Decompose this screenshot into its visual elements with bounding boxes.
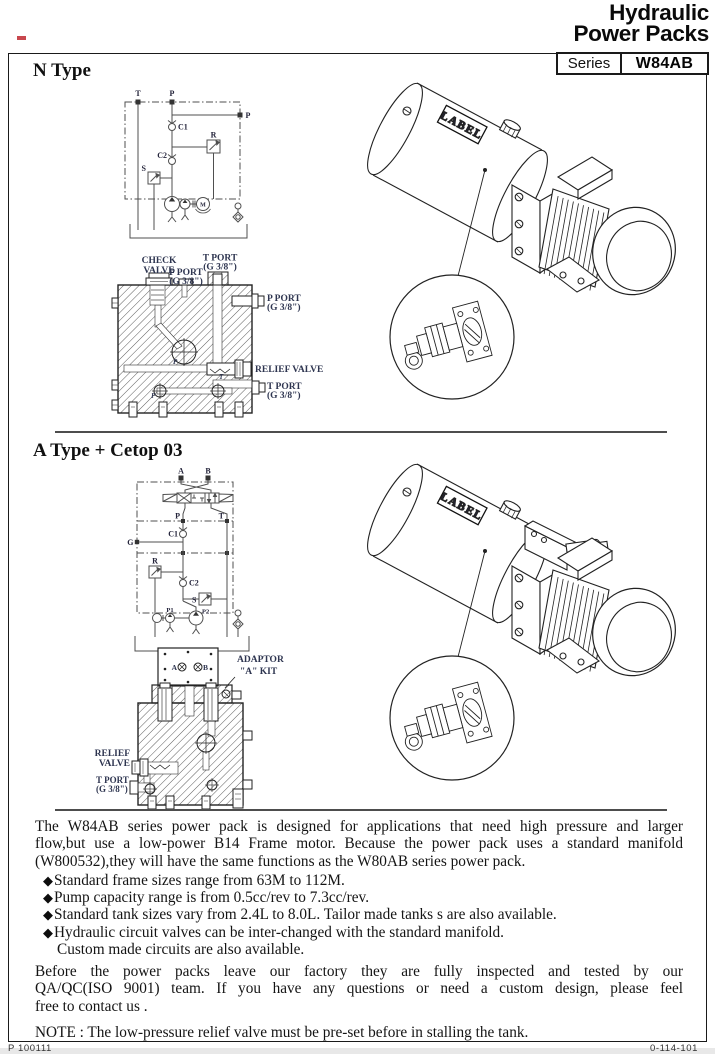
a-illus-detail-circle (390, 656, 514, 780)
n-manifold-block (112, 272, 265, 417)
n-circuit-label-p-right: P (245, 111, 251, 120)
bullet-text: Hydraulic circuit valves can be inter-changed with the standard manifold. (54, 923, 504, 941)
section-divider-2 (55, 809, 667, 811)
bullet-item (43, 889, 683, 906)
n-type-circuit-diagram (118, 84, 258, 244)
n-manifold-port-p: P (173, 358, 178, 366)
series-value: W84AB (635, 54, 694, 72)
a-illus-motor (539, 538, 688, 687)
page-title (573, 2, 709, 44)
bullet-text: Pump capacity range is from 0.5cc/rev to 7.3cc/rev. (54, 889, 370, 907)
n-illus-tank-label: LABEL (438, 109, 485, 143)
feature-bullets (35, 872, 683, 958)
n-circuit-label-c1: C1 (178, 122, 188, 132)
n-type-manifold-drawing (112, 250, 324, 422)
a-circuit-label-p1: P1 (166, 607, 174, 614)
a-manifold-label-adaptor-2: "A" KIT (240, 667, 278, 677)
bullet-diamond-icon: ◆ (43, 872, 53, 888)
a-circuit-label-p2: P2 (202, 608, 210, 616)
para2-line3: free to contact us . (35, 997, 148, 1015)
series-label: Series (558, 54, 622, 73)
n-manifold-label-tport-top-2: (G 3/8") (203, 262, 237, 273)
n-manifold-port-t: T (219, 373, 224, 381)
a-type-heading: A Type + Cetop 03 (33, 440, 183, 461)
page-title-line1: Hydraulic (609, 0, 709, 25)
n-illus-detail-circle (390, 275, 514, 399)
n-manifold-label-tport-right-2: (G 3/8") (267, 391, 301, 401)
para1-line1: The W84AB series power pack is designed for applications that need high pressure and larger (35, 818, 683, 835)
footer-right-code: 0-114-101 (649, 1043, 698, 1054)
a-illus-tank-label: LABEL (438, 490, 485, 524)
a-manifold-label-relief-2: VALVE (98, 759, 130, 769)
a-manifold-label-adaptor-1: ADAPTOR (237, 655, 284, 665)
a-circuit-label-p: P (175, 511, 180, 521)
bullet-diamond-icon: ◆ (43, 890, 53, 906)
a-type-circuit-diagram (126, 466, 276, 656)
a-circuit-label-a: A (178, 466, 184, 476)
a-circuit-label-r: R (152, 556, 158, 566)
para2-line1: Before the power packs leave our factory they are fully inspected and tested by our (35, 962, 683, 980)
a-circuit-label-t: T (218, 511, 224, 521)
n-circuit-label-r: R (210, 130, 217, 140)
a-manifold-label-tport-2: (G 3/8") (96, 784, 128, 794)
bullet-continuation: Custom made circuits are also available. (57, 940, 305, 958)
series-box (556, 52, 709, 75)
n-type-heading: N Type (33, 60, 91, 81)
inspection-paragraph (35, 963, 683, 1015)
a-type-powerpack-illustration (362, 438, 710, 810)
bullet-diamond-icon: ◆ (43, 924, 53, 940)
page-title-line2: Power Packs (573, 21, 709, 46)
a-manifold-port-b: B (203, 663, 209, 672)
a-manifold-port-a: A (171, 663, 177, 672)
bullet-text: Standard frame sizes range from 63M to 112M. (54, 871, 345, 889)
a-circuit-label-g: G (127, 538, 134, 547)
a-manifold-label-tport-1: T PORT (96, 775, 129, 785)
bullet-text: Standard tank sizes vary from 2.4L to 8.0L. Tailor made tanks s are also available. (54, 906, 557, 924)
n-manifold-label-check-1: CHECK (141, 256, 177, 266)
n-manifold-label-tport-right-1: T PORT (267, 382, 302, 392)
n-manifold-label-pport-right-2: (G 3/8") (267, 303, 301, 313)
n-circuit-label-t: T (135, 89, 141, 98)
a-circuit-label-b: B (205, 466, 211, 476)
n-type-powerpack-illustration (362, 73, 710, 421)
n-circuit-label-c2: C2 (157, 151, 167, 160)
para1-line2: flow,but use a low-power B14 Frame motor. Because the power pack uses a standard manifold (35, 835, 683, 853)
n-manifold-label-pport-top-2: (G 3/8") (169, 277, 203, 287)
para1-line3: (W800532),they will have the same functions as the W80AB series power pack. (35, 852, 526, 870)
a-manifold-label-relief-1: RELIEF (94, 749, 130, 759)
a-circuit-label-c2: C2 (189, 578, 199, 588)
bullet-item (43, 924, 683, 941)
n-manifold-port-p2: P (151, 392, 156, 400)
n-illus-motor (539, 157, 688, 306)
a-circuit-label-s: S (192, 595, 197, 605)
section-divider-1 (55, 431, 667, 433)
bullet-item (43, 872, 683, 889)
red-registration-mark (17, 36, 26, 40)
n-circuit-label-p-top: P (169, 89, 175, 98)
a-circuit-label-c1: C1 (168, 529, 178, 539)
description-text (35, 818, 683, 1041)
note-text: NOTE : The low-pressure relief valve must be pre-set before in stalling the tank. (35, 1023, 529, 1041)
bullet-item (43, 906, 683, 923)
a-manifold-block (130, 648, 252, 809)
n-manifold-label-tport-top-1: T PORT (202, 253, 238, 264)
n-manifold-label-pport-right-1: P PORT (267, 294, 301, 304)
footer-left-code: P 100111 (8, 1043, 52, 1054)
n-manifold-label-pport-top-1: P PORT (169, 268, 203, 278)
n-manifold-label-relief: RELIEF VALVE (255, 365, 324, 375)
para2-line2: QA/QC(ISO 9001) team. If you have any questions or need a custom design, please feel (35, 980, 683, 998)
n-circuit-label-s: S (141, 164, 146, 173)
bullet-diamond-icon: ◆ (43, 907, 53, 923)
n-circuit-label-m: M (200, 202, 206, 209)
a-type-manifold-drawing (86, 641, 316, 811)
n-manifold-label-check-2: VALVE (143, 266, 175, 276)
